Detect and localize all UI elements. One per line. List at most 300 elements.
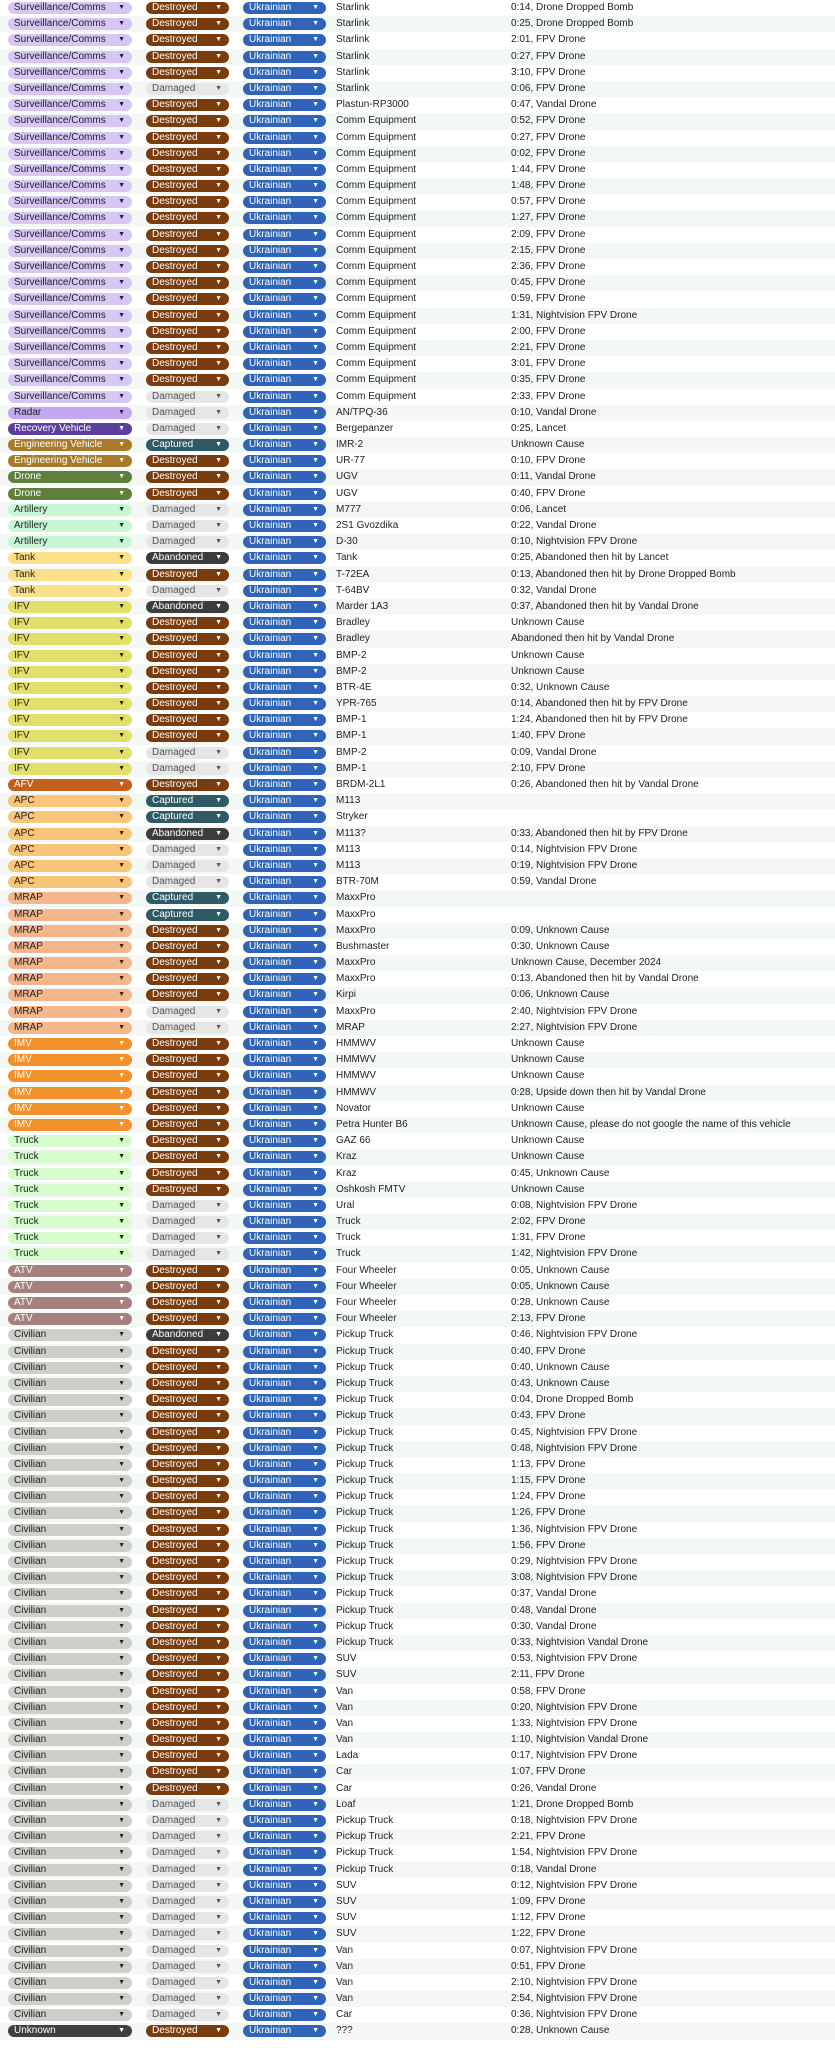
category-dropdown[interactable] [8,1621,132,1633]
category-dropdown[interactable] [8,1200,132,1212]
category-dropdown[interactable] [8,1248,132,1260]
status-dropdown[interactable] [146,18,229,30]
status-dropdown[interactable] [146,504,229,516]
category-dropdown[interactable] [8,1993,132,2005]
status-dropdown[interactable] [146,132,229,144]
side-dropdown[interactable] [243,1216,326,1228]
status-dropdown[interactable] [146,1540,229,1552]
category-dropdown[interactable] [8,1184,132,1196]
category-dropdown[interactable] [8,520,132,532]
status-dropdown[interactable] [146,1783,229,1795]
status-dropdown[interactable] [146,67,229,79]
category-dropdown[interactable] [8,1394,132,1406]
side-dropdown[interactable] [243,763,326,775]
category-dropdown[interactable] [8,132,132,144]
category-dropdown[interactable] [8,666,132,678]
side-dropdown[interactable] [243,698,326,710]
category-dropdown[interactable] [8,1297,132,1309]
status-dropdown[interactable] [146,407,229,419]
side-dropdown[interactable] [243,407,326,419]
side-dropdown[interactable] [243,973,326,985]
category-dropdown[interactable] [8,1783,132,1795]
side-dropdown[interactable] [243,115,326,127]
status-dropdown[interactable] [146,552,229,564]
category-dropdown[interactable] [8,1912,132,1924]
side-dropdown[interactable] [243,1006,326,1018]
side-dropdown[interactable] [243,1297,326,1309]
category-dropdown[interactable] [8,1119,132,1131]
status-dropdown[interactable] [146,148,229,160]
side-dropdown[interactable] [243,714,326,726]
category-dropdown[interactable] [8,504,132,516]
category-dropdown[interactable] [8,229,132,241]
status-dropdown[interactable] [146,1427,229,1439]
status-dropdown[interactable] [146,860,229,872]
category-dropdown[interactable] [8,1070,132,1082]
status-dropdown[interactable] [146,650,229,662]
status-dropdown[interactable] [146,1216,229,1228]
status-dropdown[interactable] [146,666,229,678]
status-dropdown[interactable] [146,682,229,694]
status-dropdown[interactable] [146,1232,229,1244]
status-dropdown[interactable] [146,1038,229,1050]
status-dropdown[interactable] [146,617,229,629]
side-dropdown[interactable] [243,261,326,273]
status-dropdown[interactable] [146,212,229,224]
side-dropdown[interactable] [243,1880,326,1892]
status-dropdown[interactable] [146,844,229,856]
category-dropdown[interactable] [8,1378,132,1390]
side-dropdown[interactable] [243,1572,326,1584]
status-dropdown[interactable] [146,229,229,241]
side-dropdown[interactable] [243,245,326,257]
status-dropdown[interactable] [146,1605,229,1617]
side-dropdown[interactable] [243,1686,326,1698]
side-dropdown[interactable] [243,18,326,30]
category-dropdown[interactable] [8,277,132,289]
side-dropdown[interactable] [243,1087,326,1099]
side-dropdown[interactable] [243,601,326,613]
category-dropdown[interactable] [8,1896,132,1908]
side-dropdown[interactable] [243,666,326,678]
status-dropdown[interactable] [146,1637,229,1649]
category-dropdown[interactable] [8,1686,132,1698]
status-dropdown[interactable] [146,1734,229,1746]
side-dropdown[interactable] [243,229,326,241]
category-dropdown[interactable] [8,892,132,904]
category-dropdown[interactable] [8,585,132,597]
category-dropdown[interactable] [8,1540,132,1552]
side-dropdown[interactable] [243,51,326,63]
side-dropdown[interactable] [243,1524,326,1536]
side-dropdown[interactable] [243,180,326,192]
status-dropdown[interactable] [146,1410,229,1422]
status-dropdown[interactable] [146,1087,229,1099]
status-dropdown[interactable] [146,115,229,127]
category-dropdown[interactable] [8,1329,132,1341]
category-dropdown[interactable] [8,730,132,742]
status-dropdown[interactable] [146,811,229,823]
side-dropdown[interactable] [243,1928,326,1940]
side-dropdown[interactable] [243,876,326,888]
status-dropdown[interactable] [146,1588,229,1600]
side-dropdown[interactable] [243,552,326,564]
status-dropdown[interactable] [146,698,229,710]
side-dropdown[interactable] [243,1734,326,1746]
status-dropdown[interactable] [146,196,229,208]
status-dropdown[interactable] [146,1912,229,1924]
category-dropdown[interactable] [8,423,132,435]
status-dropdown[interactable] [146,941,229,953]
side-dropdown[interactable] [243,1896,326,1908]
status-dropdown[interactable] [146,488,229,500]
category-dropdown[interactable] [8,1928,132,1940]
category-dropdown[interactable] [8,1410,132,1422]
side-dropdown[interactable] [243,374,326,386]
category-dropdown[interactable] [8,714,132,726]
status-dropdown[interactable] [146,310,229,322]
side-dropdown[interactable] [243,1702,326,1714]
status-dropdown[interactable] [146,633,229,645]
category-dropdown[interactable] [8,633,132,645]
status-dropdown[interactable] [146,1847,229,1859]
category-dropdown[interactable] [8,601,132,613]
status-dropdown[interactable] [146,1815,229,1827]
category-dropdown[interactable] [8,536,132,548]
category-dropdown[interactable] [8,1087,132,1099]
category-dropdown[interactable] [8,1491,132,1503]
status-dropdown[interactable] [146,795,229,807]
category-dropdown[interactable] [8,1151,132,1163]
status-dropdown[interactable] [146,1006,229,1018]
category-dropdown[interactable] [8,698,132,710]
category-dropdown[interactable] [8,909,132,921]
side-dropdown[interactable] [243,941,326,953]
status-dropdown[interactable] [146,1491,229,1503]
side-dropdown[interactable] [243,1443,326,1455]
status-dropdown[interactable] [146,1103,229,1115]
category-dropdown[interactable] [8,795,132,807]
status-dropdown[interactable] [146,1297,229,1309]
side-dropdown[interactable] [243,83,326,95]
status-dropdown[interactable] [146,1766,229,1778]
status-dropdown[interactable] [146,569,229,581]
side-dropdown[interactable] [243,989,326,1001]
status-dropdown[interactable] [146,1329,229,1341]
side-dropdown[interactable] [243,1540,326,1552]
category-dropdown[interactable] [8,34,132,46]
category-dropdown[interactable] [8,1313,132,1325]
side-dropdown[interactable] [243,1119,326,1131]
category-dropdown[interactable] [8,617,132,629]
status-dropdown[interactable] [146,747,229,759]
category-dropdown[interactable] [8,1362,132,1374]
category-dropdown[interactable] [8,407,132,419]
category-dropdown[interactable] [8,1507,132,1519]
status-dropdown[interactable] [146,1281,229,1293]
side-dropdown[interactable] [243,310,326,322]
category-dropdown[interactable] [8,1054,132,1066]
category-dropdown[interactable] [8,1135,132,1147]
status-dropdown[interactable] [146,909,229,921]
status-dropdown[interactable] [146,1896,229,1908]
status-dropdown[interactable] [146,1346,229,1358]
status-dropdown[interactable] [146,601,229,613]
side-dropdown[interactable] [243,1313,326,1325]
category-dropdown[interactable] [8,989,132,1001]
side-dropdown[interactable] [243,909,326,921]
category-dropdown[interactable] [8,2,132,14]
side-dropdown[interactable] [243,1362,326,1374]
status-dropdown[interactable] [146,1378,229,1390]
category-dropdown[interactable] [8,374,132,386]
category-dropdown[interactable] [8,455,132,467]
category-dropdown[interactable] [8,1006,132,1018]
category-dropdown[interactable] [8,293,132,305]
side-dropdown[interactable] [243,844,326,856]
category-dropdown[interactable] [8,180,132,192]
side-dropdown[interactable] [243,1588,326,1600]
category-dropdown[interactable] [8,1880,132,1892]
side-dropdown[interactable] [243,1864,326,1876]
side-dropdown[interactable] [243,1556,326,1568]
status-dropdown[interactable] [146,973,229,985]
status-dropdown[interactable] [146,1265,229,1277]
side-dropdown[interactable] [243,1945,326,1957]
side-dropdown[interactable] [243,1653,326,1665]
category-dropdown[interactable] [8,844,132,856]
status-dropdown[interactable] [146,1507,229,1519]
status-dropdown[interactable] [146,1200,229,1212]
side-dropdown[interactable] [243,1621,326,1633]
category-dropdown[interactable] [8,1588,132,1600]
category-dropdown[interactable] [8,212,132,224]
status-dropdown[interactable] [146,779,229,791]
side-dropdown[interactable] [243,1847,326,1859]
side-dropdown[interactable] [243,1750,326,1762]
side-dropdown[interactable] [243,471,326,483]
side-dropdown[interactable] [243,132,326,144]
category-dropdown[interactable] [8,1718,132,1730]
side-dropdown[interactable] [243,1281,326,1293]
side-dropdown[interactable] [243,925,326,937]
status-dropdown[interactable] [146,439,229,451]
status-dropdown[interactable] [146,1977,229,1989]
side-dropdown[interactable] [243,2,326,14]
side-dropdown[interactable] [243,1378,326,1390]
side-dropdown[interactable] [243,1232,326,1244]
status-dropdown[interactable] [146,1135,229,1147]
side-dropdown[interactable] [243,617,326,629]
status-dropdown[interactable] [146,164,229,176]
status-dropdown[interactable] [146,1151,229,1163]
category-dropdown[interactable] [8,1346,132,1358]
side-dropdown[interactable] [243,1961,326,1973]
category-dropdown[interactable] [8,1022,132,1034]
status-dropdown[interactable] [146,83,229,95]
side-dropdown[interactable] [243,1831,326,1843]
category-dropdown[interactable] [8,1572,132,1584]
category-dropdown[interactable] [8,83,132,95]
side-dropdown[interactable] [243,1977,326,1989]
side-dropdown[interactable] [243,1248,326,1260]
status-dropdown[interactable] [146,714,229,726]
side-dropdown[interactable] [243,795,326,807]
category-dropdown[interactable] [8,1847,132,1859]
side-dropdown[interactable] [243,423,326,435]
status-dropdown[interactable] [146,1750,229,1762]
status-dropdown[interactable] [146,1475,229,1487]
category-dropdown[interactable] [8,1637,132,1649]
category-dropdown[interactable] [8,1281,132,1293]
category-dropdown[interactable] [8,358,132,370]
status-dropdown[interactable] [146,1961,229,1973]
category-dropdown[interactable] [8,261,132,273]
side-dropdown[interactable] [243,1669,326,1681]
category-dropdown[interactable] [8,876,132,888]
side-dropdown[interactable] [243,1912,326,1924]
category-dropdown[interactable] [8,1168,132,1180]
category-dropdown[interactable] [8,1475,132,1487]
status-dropdown[interactable] [146,1621,229,1633]
status-dropdown[interactable] [146,1864,229,1876]
side-dropdown[interactable] [243,1718,326,1730]
status-dropdown[interactable] [146,1443,229,1455]
category-dropdown[interactable] [8,1831,132,1843]
status-dropdown[interactable] [146,2025,229,2037]
category-dropdown[interactable] [8,779,132,791]
side-dropdown[interactable] [243,67,326,79]
category-dropdown[interactable] [8,1556,132,1568]
status-dropdown[interactable] [146,763,229,775]
status-dropdown[interactable] [146,374,229,386]
status-dropdown[interactable] [146,1556,229,1568]
status-dropdown[interactable] [146,989,229,1001]
side-dropdown[interactable] [243,1054,326,1066]
side-dropdown[interactable] [243,504,326,516]
side-dropdown[interactable] [243,730,326,742]
side-dropdown[interactable] [243,277,326,289]
category-dropdown[interactable] [8,1702,132,1714]
status-dropdown[interactable] [146,1572,229,1584]
side-dropdown[interactable] [243,957,326,969]
category-dropdown[interactable] [8,1443,132,1455]
side-dropdown[interactable] [243,148,326,160]
side-dropdown[interactable] [243,1168,326,1180]
status-dropdown[interactable] [146,1362,229,1374]
status-dropdown[interactable] [146,1184,229,1196]
status-dropdown[interactable] [146,1054,229,1066]
status-dropdown[interactable] [146,1653,229,1665]
status-dropdown[interactable] [146,1702,229,1714]
status-dropdown[interactable] [146,1394,229,1406]
side-dropdown[interactable] [243,1799,326,1811]
status-dropdown[interactable] [146,471,229,483]
side-dropdown[interactable] [243,1135,326,1147]
status-dropdown[interactable] [146,1070,229,1082]
side-dropdown[interactable] [243,1022,326,1034]
status-dropdown[interactable] [146,892,229,904]
category-dropdown[interactable] [8,1605,132,1617]
side-dropdown[interactable] [243,1427,326,1439]
side-dropdown[interactable] [243,650,326,662]
status-dropdown[interactable] [146,358,229,370]
side-dropdown[interactable] [243,1394,326,1406]
side-dropdown[interactable] [243,1265,326,1277]
side-dropdown[interactable] [243,779,326,791]
category-dropdown[interactable] [8,1459,132,1471]
side-dropdown[interactable] [243,1491,326,1503]
category-dropdown[interactable] [8,18,132,30]
category-dropdown[interactable] [8,1038,132,1050]
status-dropdown[interactable] [146,1119,229,1131]
category-dropdown[interactable] [8,326,132,338]
side-dropdown[interactable] [243,164,326,176]
category-dropdown[interactable] [8,1945,132,1957]
status-dropdown[interactable] [146,1686,229,1698]
side-dropdown[interactable] [243,1410,326,1422]
status-dropdown[interactable] [146,536,229,548]
side-dropdown[interactable] [243,1993,326,2005]
status-dropdown[interactable] [146,957,229,969]
status-dropdown[interactable] [146,342,229,354]
side-dropdown[interactable] [243,293,326,305]
status-dropdown[interactable] [146,1459,229,1471]
category-dropdown[interactable] [8,1265,132,1277]
status-dropdown[interactable] [146,1248,229,1260]
side-dropdown[interactable] [243,1070,326,1082]
side-dropdown[interactable] [243,488,326,500]
category-dropdown[interactable] [8,1427,132,1439]
status-dropdown[interactable] [146,1799,229,1811]
side-dropdown[interactable] [243,1766,326,1778]
side-dropdown[interactable] [243,860,326,872]
category-dropdown[interactable] [8,1524,132,1536]
status-dropdown[interactable] [146,293,229,305]
category-dropdown[interactable] [8,115,132,127]
side-dropdown[interactable] [243,682,326,694]
status-dropdown[interactable] [146,2,229,14]
side-dropdown[interactable] [243,34,326,46]
status-dropdown[interactable] [146,1669,229,1681]
status-dropdown[interactable] [146,520,229,532]
status-dropdown[interactable] [146,180,229,192]
side-dropdown[interactable] [243,1184,326,1196]
category-dropdown[interactable] [8,682,132,694]
side-dropdown[interactable] [243,1815,326,1827]
side-dropdown[interactable] [243,391,326,403]
category-dropdown[interactable] [8,1864,132,1876]
side-dropdown[interactable] [243,747,326,759]
category-dropdown[interactable] [8,1977,132,1989]
side-dropdown[interactable] [243,1200,326,1212]
side-dropdown[interactable] [243,828,326,840]
side-dropdown[interactable] [243,1151,326,1163]
side-dropdown[interactable] [243,585,326,597]
category-dropdown[interactable] [8,925,132,937]
status-dropdown[interactable] [146,1945,229,1957]
side-dropdown[interactable] [243,196,326,208]
side-dropdown[interactable] [243,811,326,823]
status-dropdown[interactable] [146,1831,229,1843]
category-dropdown[interactable] [8,811,132,823]
side-dropdown[interactable] [243,2009,326,2021]
category-dropdown[interactable] [8,2009,132,2021]
side-dropdown[interactable] [243,1459,326,1471]
category-dropdown[interactable] [8,1669,132,1681]
status-dropdown[interactable] [146,925,229,937]
category-dropdown[interactable] [8,148,132,160]
